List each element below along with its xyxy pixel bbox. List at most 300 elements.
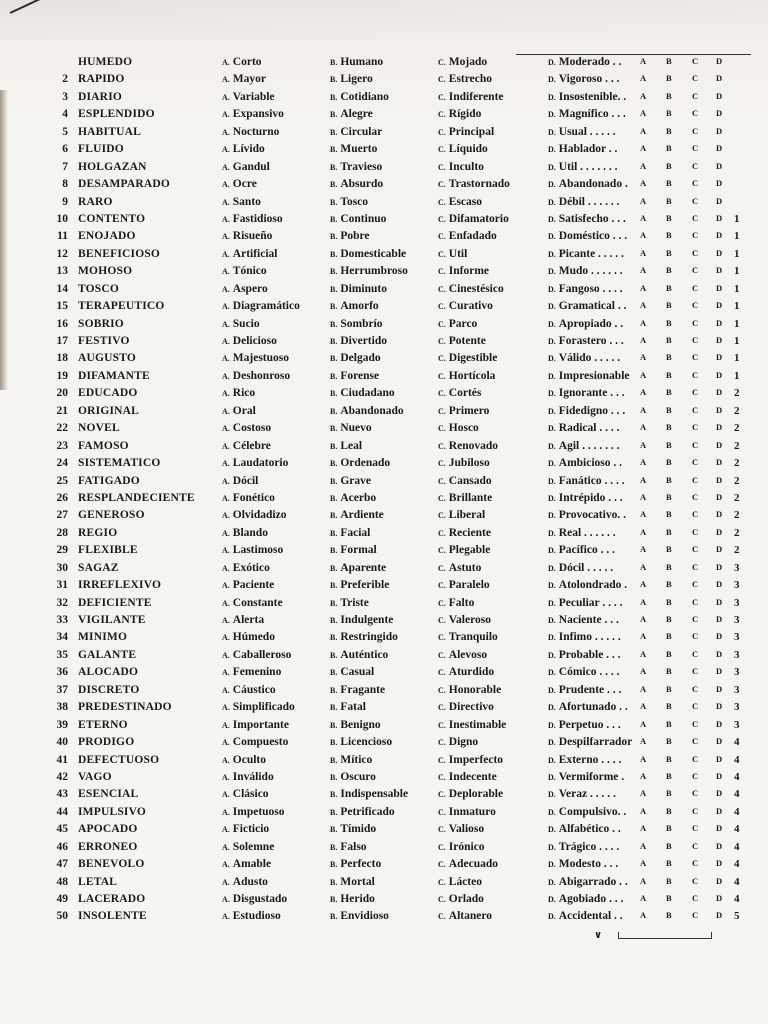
answer-box-b[interactable]: B: [666, 910, 672, 921]
answer-box-d[interactable]: D: [716, 875, 723, 886]
answer-box-a[interactable]: A: [640, 648, 647, 659]
answer-box-b[interactable]: B: [666, 561, 672, 572]
answer-box-b[interactable]: B: [666, 666, 672, 677]
score-mark: 1: [734, 230, 740, 243]
answer-box-d[interactable]: D: [716, 317, 723, 328]
answer-box-b[interactable]: B: [666, 457, 672, 468]
option-letter: D.: [548, 581, 556, 591]
answer-box-a[interactable]: A: [640, 125, 647, 136]
option-letter: C.: [438, 197, 446, 207]
answer-box-c[interactable]: C: [692, 614, 699, 624]
option-letter: C.: [438, 703, 446, 713]
option-letter: D.: [548, 459, 556, 469]
answer-box-a[interactable]: A: [640, 893, 647, 903]
option-text: Fangoso . . . .: [558, 282, 623, 295]
answer-box-d[interactable]: D: [716, 90, 723, 101]
answer-box-a[interactable]: A: [640, 561, 647, 572]
answer-box-d[interactable]: D: [716, 195, 723, 206]
option-text: Petrificado: [340, 805, 395, 818]
answer-box-c[interactable]: C: [692, 666, 699, 677]
answer-box-d[interactable]: D: [716, 387, 723, 398]
option-text: Doméstico . . .: [558, 230, 628, 243]
option-d: [548, 736, 632, 748]
test-item-row: [0, 335, 768, 352]
answer-box-d[interactable]: D: [716, 561, 723, 572]
answer-box-b[interactable]: B: [666, 544, 672, 555]
answer-box-a[interactable]: A: [640, 90, 647, 101]
answer-box-a[interactable]: A: [640, 474, 647, 485]
option-text: Exótico: [232, 561, 270, 574]
answer-box-d[interactable]: D: [716, 265, 723, 276]
answer-box-b[interactable]: B: [666, 282, 672, 293]
answer-box-c[interactable]: C: [692, 143, 699, 154]
answer-box-b[interactable]: B: [666, 683, 672, 694]
answer-box-a[interactable]: A: [640, 457, 647, 468]
answer-box-b[interactable]: B: [666, 108, 672, 119]
answer-box-c[interactable]: C: [692, 753, 699, 764]
option-letter: B.: [330, 354, 338, 364]
answer-box-b[interactable]: B: [666, 579, 672, 590]
answer-box-d[interactable]: D: [716, 422, 723, 433]
answer-box-d[interactable]: D: [716, 736, 723, 747]
answer-box-a[interactable]: A: [640, 823, 647, 834]
option-text: Potente: [448, 335, 486, 347]
answer-box-c[interactable]: C: [692, 893, 699, 903]
answer-box-b[interactable]: B: [666, 387, 672, 398]
item-number: 37: [56, 683, 68, 696]
answer-box-a[interactable]: A: [640, 910, 647, 921]
answer-box-a[interactable]: A: [640, 282, 647, 293]
option-a: [222, 440, 271, 452]
item-word: ERRONEO: [78, 840, 138, 853]
option-a: [222, 230, 272, 242]
option-text: Indispensable: [340, 788, 409, 801]
answer-box-c[interactable]: C: [692, 247, 699, 258]
answer-box-d[interactable]: D: [716, 509, 723, 520]
answer-box-d[interactable]: D: [716, 300, 723, 311]
option-a: [222, 370, 290, 382]
answer-box-c[interactable]: C: [692, 352, 699, 363]
answer-box-a[interactable]: A: [640, 631, 647, 642]
answer-box-c[interactable]: C: [692, 212, 699, 223]
answer-box-d[interactable]: D: [716, 840, 723, 851]
option-text: Impetuoso: [232, 805, 285, 818]
answer-box-d[interactable]: D: [716, 474, 723, 485]
answer-box-a[interactable]: A: [640, 404, 647, 415]
answer-box-b[interactable]: B: [666, 474, 672, 485]
answer-box-b[interactable]: B: [666, 858, 672, 869]
test-item-row: [0, 579, 768, 596]
answer-box-b[interactable]: B: [666, 56, 672, 66]
answer-box-a[interactable]: A: [640, 544, 647, 555]
option-letter: A.: [222, 598, 230, 608]
answer-box-d[interactable]: D: [716, 457, 723, 468]
option-d: [548, 631, 621, 643]
answer-box-a[interactable]: A: [640, 718, 647, 729]
answer-box-b[interactable]: B: [666, 805, 672, 816]
answer-box-b[interactable]: B: [666, 230, 672, 241]
answer-box-a[interactable]: A: [640, 736, 647, 747]
option-text: Diminuto: [340, 282, 387, 295]
answer-box-d[interactable]: D: [716, 73, 723, 84]
answer-box-c[interactable]: C: [692, 195, 699, 206]
answer-box-c[interactable]: C: [692, 544, 699, 555]
option-d: [548, 370, 630, 382]
answer-box-a[interactable]: A: [640, 317, 647, 328]
option-letter: D.: [548, 249, 556, 259]
answer-box-b[interactable]: B: [666, 770, 672, 781]
option-text: Agobiado . . .: [558, 893, 624, 905]
answer-box-a[interactable]: A: [640, 439, 647, 450]
answer-box-b[interactable]: B: [666, 701, 672, 712]
answer-box-a[interactable]: A: [640, 875, 647, 886]
answer-box-a[interactable]: A: [640, 753, 647, 764]
option-b: [330, 649, 388, 661]
answer-box-c[interactable]: C: [692, 805, 699, 816]
answer-box-a[interactable]: A: [640, 596, 647, 607]
answer-box-b[interactable]: B: [666, 788, 672, 799]
item-word: FATIGADO: [78, 474, 140, 487]
answer-box-b[interactable]: B: [666, 753, 672, 764]
answer-box-a[interactable]: A: [640, 143, 647, 154]
option-a: [222, 91, 275, 103]
answer-box-d[interactable]: D: [716, 369, 723, 380]
answer-box-c[interactable]: C: [692, 73, 699, 84]
option-letter: C.: [438, 319, 446, 329]
answer-box-c[interactable]: C: [692, 770, 699, 781]
answer-box-b[interactable]: B: [666, 840, 672, 851]
answer-box-c[interactable]: C: [692, 317, 699, 328]
answer-box-d[interactable]: D: [716, 910, 723, 921]
answer-box-c[interactable]: C: [692, 335, 699, 345]
option-letter: A.: [222, 476, 230, 486]
answer-box-d[interactable]: D: [716, 335, 723, 345]
answer-box-c[interactable]: C: [692, 579, 699, 590]
answer-box-d[interactable]: D: [716, 631, 723, 642]
option-b: [330, 370, 379, 382]
answer-box-b[interactable]: B: [666, 317, 672, 328]
answer-box-c[interactable]: C: [692, 56, 699, 66]
answer-box-c[interactable]: C: [692, 840, 699, 851]
answer-box-c[interactable]: C: [692, 422, 699, 433]
answer-box-b[interactable]: B: [666, 893, 672, 903]
answer-box-b[interactable]: B: [666, 631, 672, 642]
answer-box-b[interactable]: B: [666, 439, 672, 450]
answer-box-a[interactable]: A: [640, 526, 647, 537]
answer-box-b[interactable]: B: [666, 335, 672, 345]
option-d: [548, 352, 620, 364]
answer-box-c[interactable]: C: [692, 230, 699, 241]
answer-box-b[interactable]: B: [666, 195, 672, 206]
option-a: [222, 631, 275, 643]
answer-box-b[interactable]: B: [666, 491, 672, 502]
answer-box-a[interactable]: A: [640, 666, 647, 677]
answer-box-b[interactable]: B: [666, 509, 672, 520]
answer-box-a[interactable]: A: [640, 178, 647, 189]
option-text: Costoso: [232, 422, 272, 435]
answer-box-c[interactable]: C: [692, 491, 699, 502]
answer-box-c[interactable]: C: [692, 718, 699, 729]
answer-box-d[interactable]: D: [716, 544, 723, 555]
answer-box-c[interactable]: C: [692, 457, 699, 468]
option-text: Abandonado .: [558, 178, 628, 191]
option-text: Nuevo: [340, 422, 372, 435]
answer-box-b[interactable]: B: [666, 265, 672, 276]
option-letter: D.: [548, 703, 556, 713]
option-c: [438, 161, 484, 173]
answer-box-d[interactable]: D: [716, 614, 723, 624]
answer-box-b[interactable]: B: [666, 178, 672, 189]
answer-box-a[interactable]: A: [640, 422, 647, 433]
test-item-row: [0, 440, 768, 457]
option-letter: C.: [438, 406, 446, 416]
answer-box-a[interactable]: A: [640, 195, 647, 206]
answer-box-d[interactable]: D: [716, 770, 723, 781]
option-text: Prudente . . .: [558, 683, 622, 696]
answer-box-b[interactable]: B: [666, 352, 672, 363]
item-number: 5: [62, 125, 68, 138]
option-text: Fastidioso: [232, 212, 283, 225]
answer-box-c[interactable]: C: [692, 369, 699, 380]
answer-box-a[interactable]: A: [640, 701, 647, 712]
option-letter: C.: [438, 772, 446, 782]
option-b: [330, 771, 376, 783]
answer-box-b[interactable]: B: [666, 596, 672, 607]
answer-box-c[interactable]: C: [692, 387, 699, 398]
answer-box-c[interactable]: C: [692, 178, 699, 189]
answer-box-b[interactable]: B: [666, 143, 672, 154]
answer-box-d[interactable]: D: [716, 125, 723, 136]
test-item-row: [0, 754, 768, 771]
answer-box-d[interactable]: D: [716, 526, 723, 537]
score-mark: 3: [734, 596, 740, 609]
answer-box-c[interactable]: C: [692, 108, 699, 119]
option-c: [438, 440, 498, 452]
answer-box-b[interactable]: B: [666, 875, 672, 886]
answer-box-b[interactable]: B: [666, 404, 672, 415]
option-letter: C.: [438, 75, 446, 85]
answer-box-d[interactable]: D: [716, 579, 723, 590]
answer-box-d[interactable]: D: [716, 648, 723, 659]
option-letter: B.: [330, 371, 338, 381]
option-text: Irónico: [448, 840, 485, 853]
answer-box-a[interactable]: A: [640, 858, 647, 869]
answer-box-a[interactable]: A: [640, 300, 647, 311]
option-c: [438, 806, 496, 818]
answer-box-a[interactable]: A: [640, 108, 647, 119]
option-c: [438, 910, 492, 922]
answer-box-c[interactable]: C: [692, 858, 699, 869]
answer-box-d[interactable]: D: [716, 143, 723, 154]
answer-box-c[interactable]: C: [692, 509, 699, 520]
option-letter: A.: [222, 214, 230, 224]
option-b: [330, 597, 369, 609]
answer-box-b[interactable]: B: [666, 823, 672, 834]
option-text: Deplorable: [448, 788, 504, 801]
option-text: Domesticable: [340, 247, 407, 260]
answer-box-c[interactable]: C: [692, 526, 699, 537]
item-number: 35: [56, 648, 68, 661]
answer-box-c[interactable]: C: [692, 265, 699, 276]
answer-box-c[interactable]: C: [692, 439, 699, 450]
answer-box-c[interactable]: C: [692, 596, 699, 607]
answer-box-d[interactable]: D: [716, 282, 723, 293]
answer-box-a[interactable]: A: [640, 335, 647, 345]
answer-box-a[interactable]: A: [640, 230, 647, 241]
answer-box-a[interactable]: A: [640, 788, 647, 799]
answer-box-c[interactable]: C: [692, 683, 699, 694]
answer-box-d[interactable]: D: [716, 491, 723, 502]
item-word: FAMOSO: [78, 439, 129, 452]
answer-box-d[interactable]: D: [716, 352, 723, 363]
answer-box-b[interactable]: B: [666, 614, 672, 624]
answer-box-a[interactable]: A: [640, 247, 647, 258]
answer-box-d[interactable]: D: [716, 247, 723, 258]
option-letter: D.: [548, 825, 556, 835]
answer-box-d[interactable]: D: [716, 823, 723, 834]
item-word: MINIMO: [78, 631, 128, 644]
answer-box-c[interactable]: C: [692, 474, 699, 485]
answer-box-b[interactable]: B: [666, 212, 672, 223]
answer-box-c[interactable]: C: [692, 788, 699, 799]
item-number: 18: [56, 352, 68, 365]
answer-box-a[interactable]: A: [640, 614, 647, 624]
answer-box-d[interactable]: D: [716, 718, 723, 729]
answer-box-d[interactable]: D: [716, 108, 723, 119]
item-number: 13: [56, 265, 68, 278]
option-d: [548, 73, 619, 85]
option-letter: D.: [548, 110, 556, 120]
answer-box-a[interactable]: A: [640, 491, 647, 502]
score-mark: 1: [734, 352, 740, 365]
answer-box-a[interactable]: A: [640, 352, 647, 363]
answer-box-a[interactable]: A: [640, 509, 647, 520]
answer-box-d[interactable]: D: [716, 212, 723, 223]
answer-box-c[interactable]: C: [692, 160, 699, 171]
answer-box-c[interactable]: C: [692, 631, 699, 642]
answer-box-a[interactable]: A: [640, 369, 647, 380]
option-d: [548, 597, 622, 609]
answer-box-b[interactable]: B: [666, 736, 672, 747]
answer-box-a[interactable]: A: [640, 212, 647, 223]
option-b: [330, 788, 408, 800]
option-letter: C.: [438, 790, 446, 800]
answer-box-c[interactable]: C: [692, 125, 699, 136]
score-mark: 2: [734, 457, 740, 470]
option-letter: C.: [438, 668, 446, 678]
answer-box-b[interactable]: B: [666, 125, 672, 136]
option-letter: B.: [330, 912, 338, 922]
answer-box-c[interactable]: C: [692, 90, 699, 101]
answer-box-b[interactable]: B: [666, 718, 672, 729]
option-d: [548, 318, 623, 330]
answer-box-b[interactable]: B: [666, 422, 672, 433]
option-c: [438, 248, 467, 260]
answer-box-d[interactable]: D: [716, 439, 723, 450]
option-letter: B.: [330, 197, 338, 207]
option-d: [548, 335, 624, 347]
answer-box-c[interactable]: C: [692, 404, 699, 415]
option-d: [548, 649, 621, 661]
answer-box-b[interactable]: B: [666, 300, 672, 311]
answer-box-d[interactable]: D: [716, 56, 723, 66]
answer-box-a[interactable]: A: [640, 683, 647, 694]
answer-box-b[interactable]: B: [666, 73, 672, 84]
answer-box-c[interactable]: C: [692, 736, 699, 747]
answer-box-a[interactable]: A: [640, 805, 647, 816]
answer-box-a[interactable]: A: [640, 840, 647, 851]
answer-box-a[interactable]: A: [640, 265, 647, 276]
answer-box-b[interactable]: B: [666, 648, 672, 659]
answer-box-d[interactable]: D: [716, 858, 723, 869]
answer-box-d[interactable]: D: [716, 788, 723, 799]
option-b: [330, 56, 383, 68]
option-b: [330, 318, 383, 330]
answer-box-c[interactable]: C: [692, 701, 699, 712]
option-letter: A.: [222, 807, 230, 817]
option-text: Delicioso: [232, 335, 277, 347]
answer-box-a[interactable]: A: [640, 160, 647, 171]
answer-box-c[interactable]: C: [692, 648, 699, 659]
item-number: 32: [56, 596, 68, 609]
answer-box-a[interactable]: A: [640, 387, 647, 398]
answer-box-d[interactable]: D: [716, 683, 723, 694]
option-b: [330, 283, 387, 295]
answer-box-d[interactable]: D: [716, 178, 723, 189]
answer-box-b[interactable]: B: [666, 247, 672, 258]
option-text: Adecuado: [448, 858, 498, 871]
answer-box-d[interactable]: D: [716, 160, 723, 171]
option-d: [548, 858, 618, 870]
answer-box-b[interactable]: B: [666, 526, 672, 537]
answer-box-c[interactable]: C: [692, 823, 699, 834]
answer-box-d[interactable]: D: [716, 701, 723, 712]
option-b: [330, 230, 370, 242]
answer-box-d[interactable]: D: [716, 805, 723, 816]
option-letter: B.: [330, 877, 338, 887]
score-mark: 3: [734, 683, 740, 696]
option-text: Continuo: [340, 212, 387, 225]
option-letter: D.: [548, 267, 556, 277]
option-letter: B.: [330, 738, 338, 748]
option-letter: C.: [438, 755, 446, 765]
answer-box-d[interactable]: D: [716, 666, 723, 677]
answer-box-b[interactable]: B: [666, 90, 672, 101]
answer-box-d[interactable]: D: [716, 230, 723, 241]
item-number: 28: [56, 526, 68, 539]
answer-box-b[interactable]: B: [666, 160, 672, 171]
option-text: Vermiforme .: [558, 770, 625, 783]
answer-box-c[interactable]: C: [692, 910, 699, 921]
answer-box-a[interactable]: A: [640, 73, 647, 84]
option-a: [222, 73, 266, 85]
answer-box-c[interactable]: C: [692, 561, 699, 572]
answer-box-a[interactable]: A: [640, 56, 647, 66]
answer-box-b[interactable]: B: [666, 369, 672, 380]
answer-box-d[interactable]: D: [716, 404, 723, 415]
answer-box-c[interactable]: C: [692, 282, 699, 293]
option-text: Restringido: [340, 631, 398, 644]
answer-box-c[interactable]: C: [692, 875, 699, 886]
answer-box-d[interactable]: D: [716, 893, 723, 903]
option-text: Cáustico: [232, 683, 276, 696]
answer-box-d[interactable]: D: [716, 596, 723, 607]
option-b: [330, 457, 390, 469]
answer-box-a[interactable]: A: [640, 770, 647, 781]
answer-box-a[interactable]: A: [640, 579, 647, 590]
answer-box-c[interactable]: C: [692, 300, 699, 311]
answer-box-d[interactable]: D: [716, 753, 723, 764]
